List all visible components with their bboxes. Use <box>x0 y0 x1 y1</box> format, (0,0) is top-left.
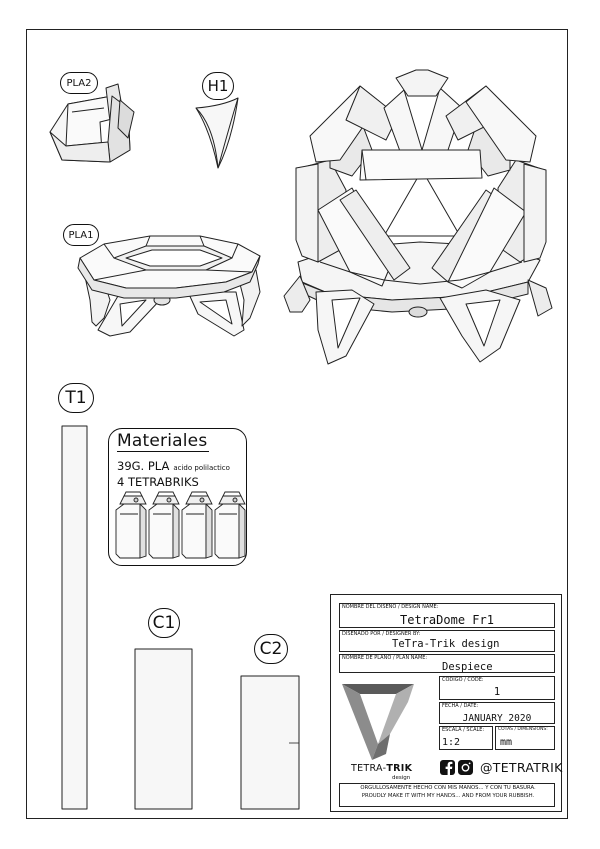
c2-strip-drawing <box>241 676 299 809</box>
slogan-spanish: ORGULLOSAMENTE HECHO CON MIS MANOS... Y CON TU BASURA. <box>360 785 536 791</box>
c1-label <box>148 608 180 638</box>
design-name-value: TetraDome Fr1 <box>400 613 494 627</box>
assembled-dome-drawing <box>284 70 552 364</box>
pla1-part-drawing <box>78 236 260 336</box>
materials-pla-amount: 39G. PLA <box>117 459 170 473</box>
designer-value: TeTra-Trik design <box>392 638 500 650</box>
designer-cell <box>339 630 555 652</box>
dimensions-caption: COTAS / DIMENSIONS: <box>498 727 548 732</box>
social-handle: @TETRATRIK <box>480 760 563 775</box>
materials-tetrabrik-line: 4 TETRABRIKS <box>117 475 199 489</box>
c1-strip-drawing <box>135 649 192 809</box>
t1-label <box>58 383 94 413</box>
materials-pla-line <box>117 459 230 473</box>
date-value: JANUARY 2020 <box>462 713 532 724</box>
scale-cell <box>439 726 493 750</box>
designer-caption: DISEÑADO POR / DESIGNER BY: <box>342 631 421 637</box>
logo-wordmark <box>351 763 412 774</box>
plan-caption: NOMBRE DE PLANO / PLAN NAME: <box>342 655 428 661</box>
materials-title: Materiales <box>117 431 208 451</box>
design-name-cell <box>339 603 555 628</box>
c1-label-text: C1 <box>152 613 176 633</box>
plan-value: Despiece <box>442 661 493 673</box>
instagram-icon <box>458 760 473 775</box>
facebook-icon <box>440 760 455 775</box>
materials-pla-desc: acido polilactico <box>173 464 230 472</box>
design-name-caption: NOMBRE DEL DISEÑO / DESIGN NAME: <box>342 604 439 610</box>
materials-box <box>108 428 247 566</box>
dimensions-value: mm <box>500 737 513 748</box>
plan-name-cell <box>339 654 555 673</box>
date-caption: FECHA / DATE: <box>442 703 479 709</box>
materials-title-underline <box>117 451 209 452</box>
pla2-label-text: PLA2 <box>66 77 92 89</box>
t1-label-text: T1 <box>65 388 87 408</box>
pla1-label <box>63 224 99 246</box>
title-block <box>330 594 562 812</box>
h1-label <box>202 72 234 100</box>
h1-label-text: H1 <box>207 77 229 95</box>
slogan-text <box>340 785 556 800</box>
code-value: 1 <box>493 686 501 698</box>
h1-part-drawing <box>196 98 238 168</box>
date-cell <box>439 702 555 724</box>
social-row <box>440 760 563 775</box>
c2-label-text: C2 <box>259 639 283 659</box>
t1-strip-drawing <box>62 426 87 809</box>
pla2-label <box>60 72 98 94</box>
c2-label <box>254 634 288 664</box>
logo-subtitle: design <box>392 775 411 781</box>
dimensions-cell <box>495 726 555 750</box>
slogan-english: PROUDLY MAKE IT WITH MY HANDS... AND FROM YOUR RUBBISH. <box>361 792 535 799</box>
pla2-part-drawing <box>50 84 134 162</box>
scale-value: 1:2 <box>442 737 461 748</box>
scale-caption: ESCALA / SCALE: <box>442 727 485 733</box>
logo-wordmark-a: TETRA- <box>351 763 387 774</box>
pla1-label-text: PLA1 <box>68 229 94 241</box>
code-cell <box>439 676 555 700</box>
logo-wordmark-b: TRIK <box>386 763 413 774</box>
code-caption: CODIGO / CODE: <box>442 677 484 683</box>
